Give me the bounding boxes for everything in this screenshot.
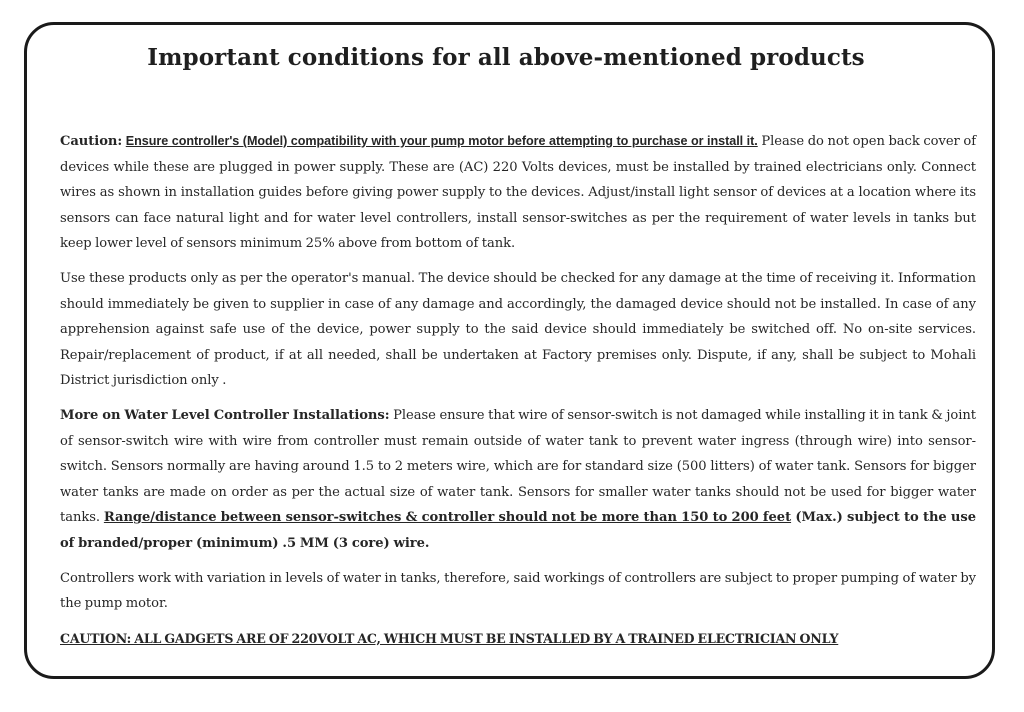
caution-compatibility-note: Ensure controller's (Model) compatibility with your pump motor before attempting to purchase or install it. (125, 134, 758, 148)
caution-text: Please do not open back cover of devices while these are plugged in power supply. These are (AC) 220 Volts devices, must be installed by trained electricians only. Connect wires as shown in installation guides before giving power supply to the devices. Adjust/install light sensor of devices at a location where its sensors can face natural light and for water level controllers, install sensor-switches as per the requirement of water levels in tanks but keep lower level of sensors minimum 25% above from bottom of tank. (60, 134, 976, 252)
controllers-paragraph: Controllers work with variation in levels of water in tanks, therefore, said workings of controllers are subject to proper pumping of water by the pump motor. (60, 570, 976, 612)
conditions-body (60, 129, 976, 660)
caution-label: Caution: (60, 134, 123, 149)
range-note: Range/distance between sensor-switches & controller should not be more than 150 to 200 feet (103, 510, 792, 526)
page-title: Important conditions for all above-mentioned products (147, 44, 865, 71)
caution-paragraph (60, 129, 976, 257)
final-caution: CAUTION: ALL GADGETS ARE OF 220VOLT AC, WHICH MUST BE INSTALLED BY A TRAINED ELECTRICIAN ONLY (60, 630, 839, 646)
installation-label: More on Water Level Controller Installations: (60, 407, 390, 423)
usage-paragraph: Use these products only as per the operator's manual. The device should be checked for any damage at the time of receiving it. Information should immediately be given to supplier in case of any damage and accordingly, the damaged device should not be installed. In case of any apprehension against safe use of the device, power supply to the said device should immediately be switched off. No on-site services. Repair/replacement of product, if at all needed, shall be undertaken at Factory premises only. Dispute, if any, shall be subject to Mohali District jurisdiction only . (60, 270, 976, 389)
installation-paragraph (60, 403, 976, 557)
range-note-rest: (Max.) subject to the use of branded/proper (minimum) .5 MM (3 core) wire. (60, 510, 977, 551)
installation-text: Please ensure that wire of sensor-switch is not damaged while installing it in tank & joint of sensor-switch wire with wire from controller must remain outside of water tank to prevent water ingress (through wire) into sensor-switch. Sensors normally are having around 1.5 to 2 meters wire, which are for standard size (500 litters) of water tank. Sensors for bigger water tanks are made on order as per the actual size of water tank. Sensors for smaller water tanks should not be used for bigger water tanks. (60, 407, 976, 526)
